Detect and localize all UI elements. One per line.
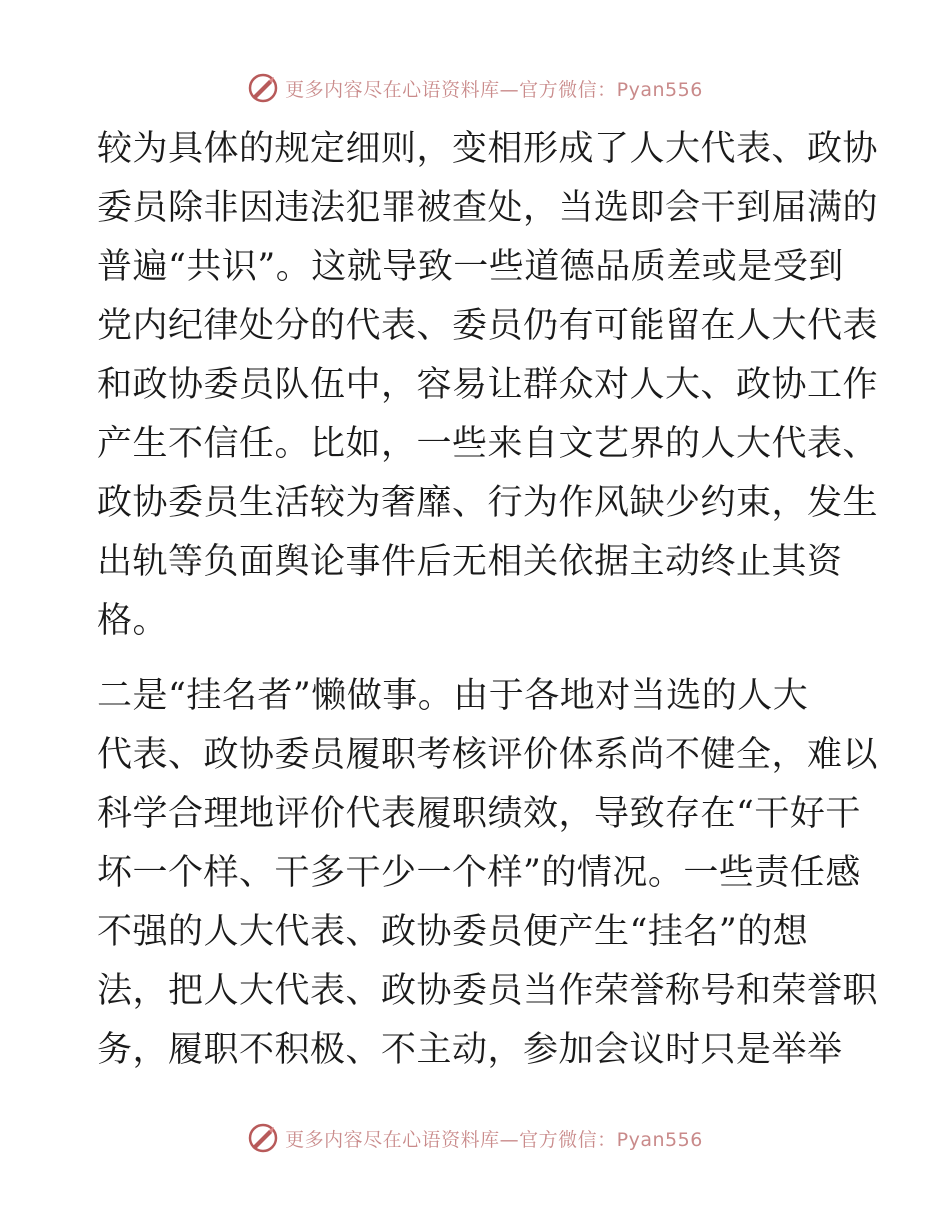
watermark-text: 更多内容尽在心语资料库—官方微信：Pyan556	[285, 1128, 703, 1151]
text-line: 科学合理地评价代表履职绩效，导致存在“干好干	[97, 794, 861, 834]
text-line: 代表、政协委员履职考核评价体系尚不健全，难以	[97, 735, 879, 775]
text-line: 较为具体的规定细则，变相形成了人大代表、政协	[97, 129, 879, 169]
footer-watermark	[0, 1122, 950, 1154]
text-line: 二是“挂名者”懒做事。由于各地对当选的人大	[97, 676, 809, 716]
document-body	[97, 120, 879, 1080]
text-line: 坏一个样、干多干少一个样”的情况。一些责任感	[97, 853, 861, 893]
text-line: 政协委员生活较为奢靡、行为作风缺少约束，发生	[97, 483, 879, 523]
text-line: 普遍“共识”。这就导致一些道德品质差或是受到	[97, 247, 844, 287]
text-line: 党内纪律处分的代表、委员仍有可能留在人大代表	[97, 306, 879, 346]
text-line: 法，把人大代表、政协委员当作荣誉称号和荣誉职	[97, 971, 879, 1011]
text-line: 和政协委员队伍中，容易让群众对人大、政协工作	[97, 365, 879, 405]
text-line: 委员除非因违法犯罪被查处，当选即会干到届满的	[97, 188, 879, 228]
quill-pen-logo-icon	[247, 1122, 279, 1154]
paragraph-2	[97, 667, 879, 1080]
quill-pen-logo-icon	[247, 72, 279, 104]
watermark-text: 更多内容尽在心语资料库—官方微信：Pyan556	[285, 78, 703, 101]
text-line: 产生不信任。比如，一些来自文艺界的人大代表、	[97, 424, 879, 464]
text-line: 不强的人大代表、政协委员便产生“挂名”的想	[97, 912, 809, 952]
header-watermark	[0, 72, 950, 104]
paragraph-1	[97, 120, 879, 651]
text-line: 出轨等负面舆论事件后无相关依据主动终止其资	[97, 542, 843, 582]
text-line: 务，履职不积极、不主动，参加会议时只是举举	[97, 1030, 843, 1070]
text-line: 格。	[97, 601, 169, 641]
